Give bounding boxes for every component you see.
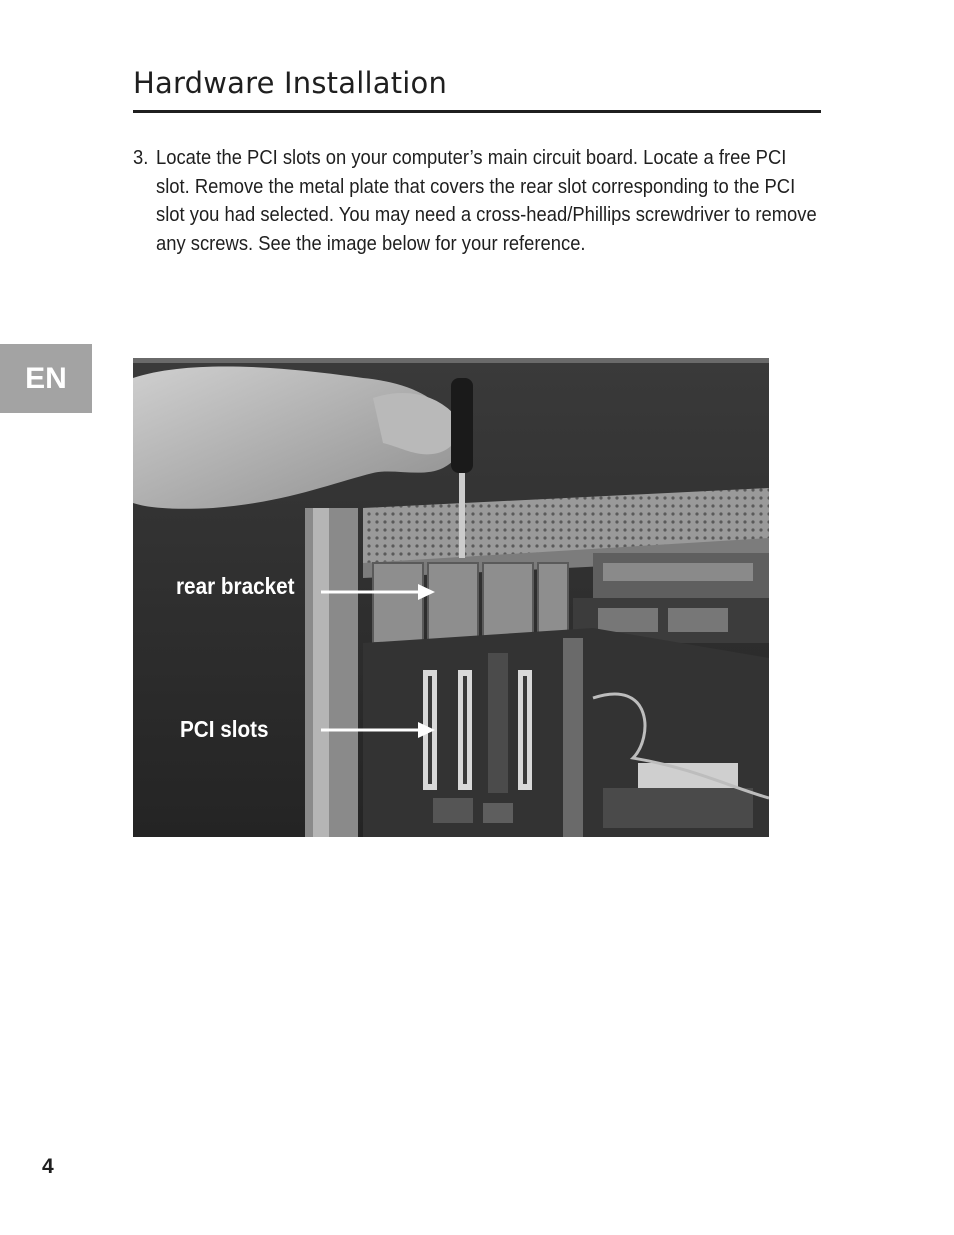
page-title: Hardware Installation [133, 66, 448, 100]
callout-rear-bracket: rear bracket [176, 573, 295, 599]
step-number: 3. [133, 147, 149, 169]
language-tab: EN [0, 344, 92, 413]
instruction-step [133, 144, 817, 258]
title-divider [133, 110, 821, 113]
step-text: Locate the PCI slots on your computer’s main circuit board. Locate a free PCI slot. Remove the metal plate that covers the rear slot corresponding to the PCI slot you had selected. You may need a cross-head/Phillips screwdriver to remove any screws. See the image below for your reference. [156, 147, 817, 255]
installation-photo [133, 358, 769, 837]
callout-pci-slots: PCI slots [180, 716, 269, 742]
page-number: 4 [42, 1155, 54, 1178]
